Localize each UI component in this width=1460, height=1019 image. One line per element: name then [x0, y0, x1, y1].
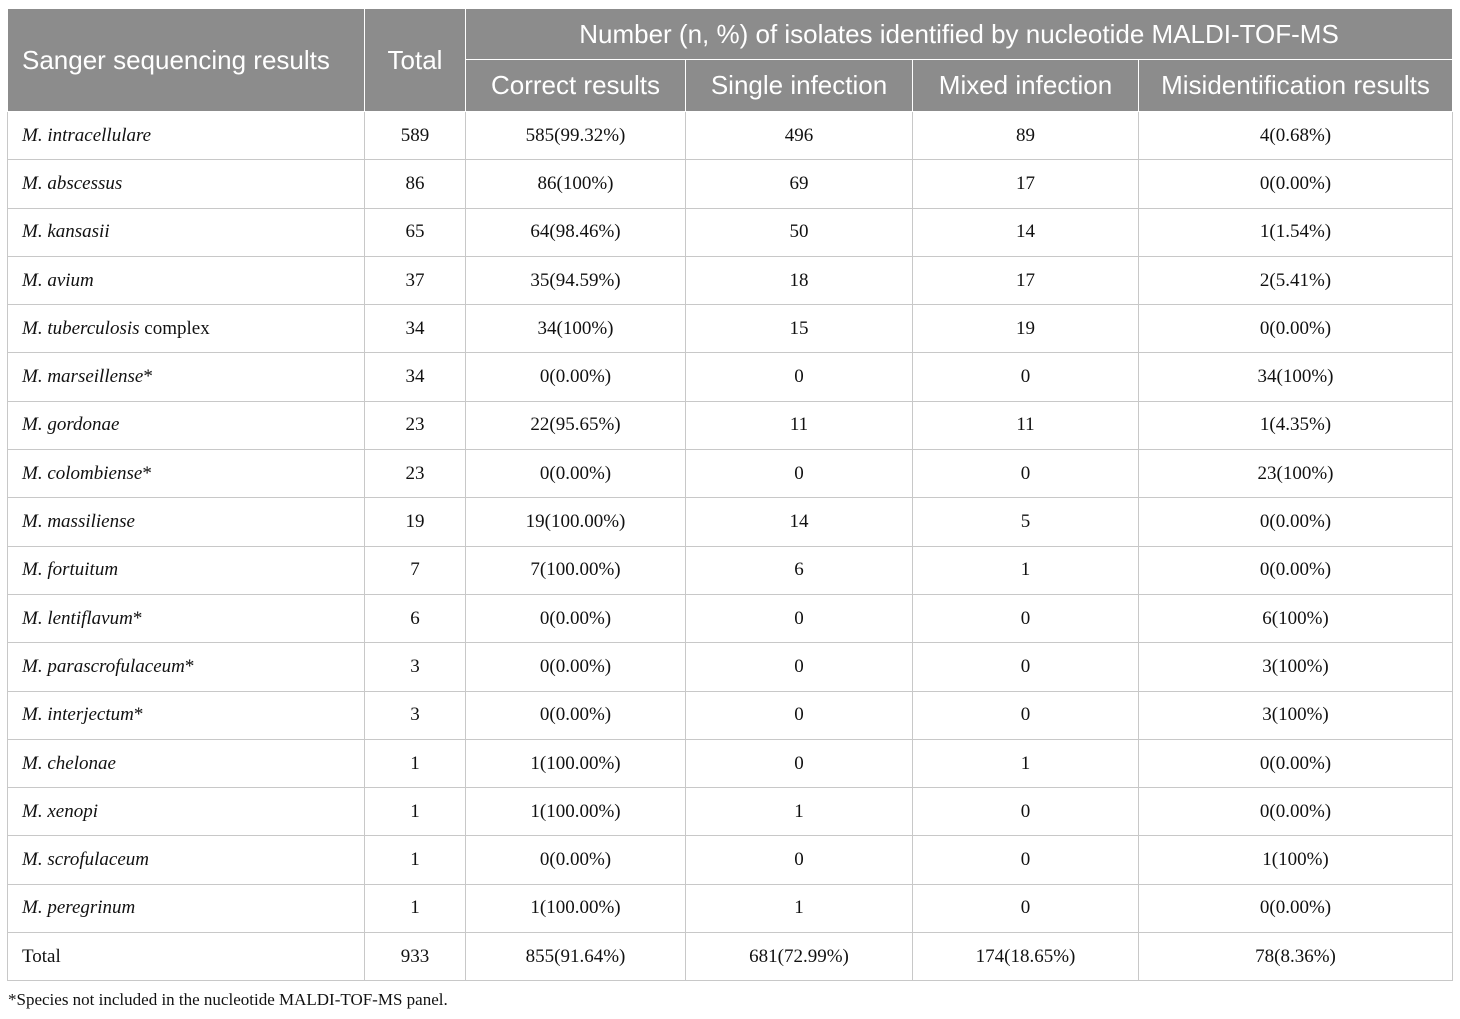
species-cell [8, 112, 365, 160]
species-name: M. colombiense [22, 462, 143, 484]
table-row [8, 788, 1453, 836]
correct-cell: 22(95.65%) [466, 401, 686, 449]
mixed-cell: 5 [913, 498, 1139, 546]
species-cell [8, 884, 365, 932]
total-total-cell: 933 [365, 933, 466, 981]
total-cell: 86 [365, 160, 466, 208]
table-row [8, 884, 1453, 932]
species-cell [8, 401, 365, 449]
mixed-cell: 11 [913, 401, 1139, 449]
header-misid: Misidentification results [1139, 60, 1453, 112]
total-cell: 19 [365, 498, 466, 546]
table-body [8, 112, 1453, 981]
misid-cell: 2(5.41%) [1139, 256, 1453, 304]
table-row [8, 739, 1453, 787]
species-suffix: * [142, 462, 152, 484]
single-cell: 0 [686, 836, 913, 884]
total-single-cell: 681(72.99%) [686, 933, 913, 981]
table-row [8, 256, 1453, 304]
species-suffix: complex [139, 317, 210, 339]
correct-cell: 1(100.00%) [466, 739, 686, 787]
footnote: *Species not included in the nucleotide MALDI-TOF-MS panel. [8, 990, 448, 1009]
total-cell: 1 [365, 739, 466, 787]
misid-cell: 34(100%) [1139, 353, 1453, 401]
mixed-cell: 17 [913, 160, 1139, 208]
correct-cell: 1(100.00%) [466, 884, 686, 932]
table-row [8, 691, 1453, 739]
single-cell: 50 [686, 208, 913, 256]
misid-cell: 0(0.00%) [1139, 160, 1453, 208]
mixed-cell: 0 [913, 836, 1139, 884]
single-cell: 0 [686, 691, 913, 739]
species-cell [8, 256, 365, 304]
single-cell: 11 [686, 401, 913, 449]
total-misid-cell: 78(8.36%) [1139, 933, 1453, 981]
total-cell: 65 [365, 208, 466, 256]
total-cell: 3 [365, 691, 466, 739]
single-cell: 1 [686, 884, 913, 932]
mixed-cell: 1 [913, 739, 1139, 787]
single-cell: 0 [686, 739, 913, 787]
species-name: M. fortuitum [22, 559, 119, 581]
single-cell: 0 [686, 643, 913, 691]
total-cell: 1 [365, 836, 466, 884]
total-cell: 34 [365, 305, 466, 353]
species-name: M. massiliense [22, 511, 135, 533]
total-mixed-cell: 174(18.65%) [913, 933, 1139, 981]
misid-cell: 6(100%) [1139, 594, 1453, 642]
results-table-container [7, 8, 1452, 981]
correct-cell: 0(0.00%) [466, 643, 686, 691]
misid-cell: 1(1.54%) [1139, 208, 1453, 256]
single-cell: 6 [686, 546, 913, 594]
species-cell [8, 739, 365, 787]
total-cell: 1 [365, 884, 466, 932]
species-cell [8, 594, 365, 642]
single-cell: 496 [686, 112, 913, 160]
misid-cell: 0(0.00%) [1139, 498, 1453, 546]
table-row [8, 594, 1453, 642]
single-cell: 1 [686, 788, 913, 836]
total-cell: 23 [365, 450, 466, 498]
correct-cell: 0(0.00%) [466, 691, 686, 739]
species-name: M. xenopi [22, 800, 98, 822]
table-row [8, 643, 1453, 691]
species-cell [8, 208, 365, 256]
mixed-cell: 14 [913, 208, 1139, 256]
total-cell: 6 [365, 594, 466, 642]
correct-cell: 0(0.00%) [466, 836, 686, 884]
header-single: Single infection [686, 60, 913, 112]
header-group: Number (n, %) of isolates identified by nucleotide MALDI-TOF-MS [466, 9, 1453, 60]
correct-cell: 86(100%) [466, 160, 686, 208]
species-name: M. marseillense [22, 366, 144, 388]
species-name: M. intracellulare [22, 124, 152, 146]
species-name: M. scrofulaceum [22, 849, 149, 871]
correct-cell: 34(100%) [466, 305, 686, 353]
correct-cell: 0(0.00%) [466, 353, 686, 401]
species-name: M. tuberculosis [22, 317, 140, 339]
correct-cell: 35(94.59%) [466, 256, 686, 304]
single-cell: 0 [686, 450, 913, 498]
mixed-cell: 0 [913, 353, 1139, 401]
single-cell: 0 [686, 353, 913, 401]
misid-cell: 3(100%) [1139, 691, 1453, 739]
species-name: M. kansasii [22, 221, 110, 243]
total-cell: 3 [365, 643, 466, 691]
misid-cell: 0(0.00%) [1139, 884, 1453, 932]
table-row [8, 353, 1453, 401]
species-name: M. peregrinum [22, 897, 136, 919]
species-cell [8, 788, 365, 836]
species-cell [8, 498, 365, 546]
mixed-cell: 0 [913, 691, 1139, 739]
species-suffix: * [143, 366, 153, 388]
species-name: M. chelonae [22, 752, 116, 774]
misid-cell: 0(0.00%) [1139, 305, 1453, 353]
species-suffix: * [132, 607, 143, 629]
species-cell [8, 305, 365, 353]
species-cell [8, 546, 365, 594]
total-cell: 34 [365, 353, 466, 401]
correct-cell: 7(100.00%) [466, 546, 686, 594]
table-row [8, 401, 1453, 449]
misid-cell: 23(100%) [1139, 450, 1453, 498]
correct-cell: 0(0.00%) [466, 450, 686, 498]
misid-cell: 1(100%) [1139, 836, 1453, 884]
mixed-cell: 17 [913, 256, 1139, 304]
table-header [8, 9, 1453, 112]
correct-cell: 64(98.46%) [466, 208, 686, 256]
mixed-cell: 89 [913, 112, 1139, 160]
species-cell [8, 643, 365, 691]
misid-cell: 3(100%) [1139, 643, 1453, 691]
correct-cell: 585(99.32%) [466, 112, 686, 160]
total-cell: 23 [365, 401, 466, 449]
results-table [7, 8, 1453, 981]
mixed-cell: 1 [913, 546, 1139, 594]
total-cell: 37 [365, 256, 466, 304]
species-name: M. lentiflavum [22, 607, 133, 629]
misid-cell: 0(0.00%) [1139, 739, 1453, 787]
correct-cell: 0(0.00%) [466, 594, 686, 642]
misid-cell: 4(0.68%) [1139, 112, 1453, 160]
species-name: M. interjectum [22, 704, 134, 726]
table-row [8, 305, 1453, 353]
misid-cell: 0(0.00%) [1139, 546, 1453, 594]
mixed-cell: 0 [913, 594, 1139, 642]
species-name: M. parascrofulaceum [22, 655, 185, 677]
species-name: M. gordonae [22, 414, 120, 436]
mixed-cell: 19 [913, 305, 1139, 353]
species-cell [8, 160, 365, 208]
species-cell [8, 450, 365, 498]
single-cell: 18 [686, 256, 913, 304]
single-cell: 0 [686, 594, 913, 642]
species-name: M. avium [22, 269, 94, 291]
table-row [8, 450, 1453, 498]
single-cell: 14 [686, 498, 913, 546]
species-cell [8, 836, 365, 884]
species-cell [8, 691, 365, 739]
misid-cell: 1(4.35%) [1139, 401, 1453, 449]
species-cell [8, 353, 365, 401]
species-name: M. abscessus [22, 172, 123, 194]
species-suffix: * [133, 704, 144, 726]
table-row [8, 546, 1453, 594]
mixed-cell: 0 [913, 643, 1139, 691]
header-species: Sanger sequencing results [8, 9, 365, 112]
table-row [8, 112, 1453, 160]
species-suffix: * [184, 655, 195, 677]
table-row [8, 160, 1453, 208]
table-row [8, 836, 1453, 884]
correct-cell: 1(100.00%) [466, 788, 686, 836]
total-cell: 1 [365, 788, 466, 836]
mixed-cell: 0 [913, 788, 1139, 836]
table-row [8, 498, 1453, 546]
total-label: Total [8, 933, 365, 981]
total-cell: 589 [365, 112, 466, 160]
header-mixed: Mixed infection [913, 60, 1139, 112]
mixed-cell: 0 [913, 884, 1139, 932]
single-cell: 15 [686, 305, 913, 353]
total-row [8, 933, 1453, 981]
total-correct-cell: 855(91.64%) [466, 933, 686, 981]
total-cell: 7 [365, 546, 466, 594]
single-cell: 69 [686, 160, 913, 208]
table-row [8, 208, 1453, 256]
header-correct: Correct results [466, 60, 686, 112]
mixed-cell: 0 [913, 450, 1139, 498]
misid-cell: 0(0.00%) [1139, 788, 1453, 836]
header-total: Total [365, 9, 466, 112]
correct-cell: 19(100.00%) [466, 498, 686, 546]
